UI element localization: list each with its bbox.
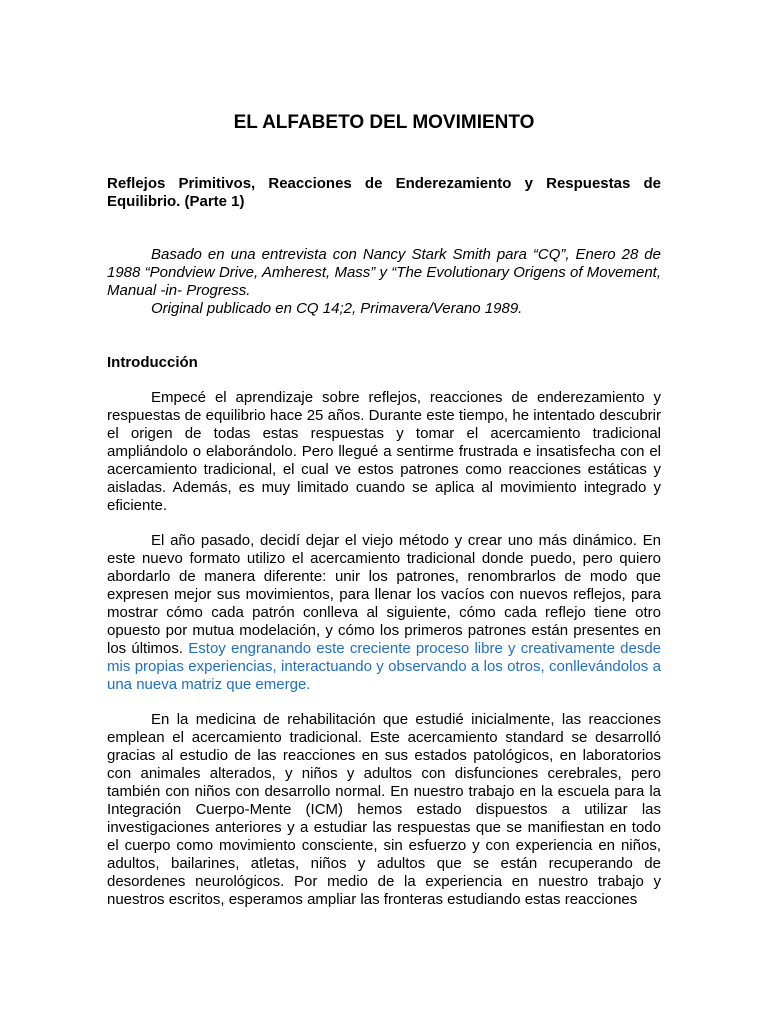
paragraph-2-text: El año pasado, decidí dejar el viejo método y crear uno más dinámico. En este nuevo formato utilizo el acercamiento tradicional donde puedo, pero quiero abordarlo de manera diferente: unir los patrones, renombrarlos de modo que expresen mejor sus movimientos, para llenar los vacíos con nuevos reflejos, para mostrar cómo cada patrón conlleva al siguiente, cómo cada reflejo tiene otro opuesto por mutua modelación, y cómo los primeros patrones están presentes en los últimos. xyxy=(107,532,661,657)
paragraph-3: En la medicina de rehabilitación que estudié inicialmente, las reacciones emplean el acercamiento tradicional. Este acercamiento standard se desarrolló gracias al estudio de las reacciones en sus estados patológicos, en laboratorios con animales alterados, y niños y adultos con disfunciones cerebrales, pero también con niños con desarrollo normal. En nuestro trabajo en la escuela para la Integración Cuerpo-Mente (ICM) hemos estado dispuestos a utilizar las investigaciones anteriores y a estudiar las respuestas que se manifiestan en todo el cuerpo como movimiento consciente, sin esfuerzo y con experiencia en niños, adultos, bailarines, atletas, niños y adultos que se están recuperando de desordenes neurológicos. Por medio de la experiencia en nuestro trabajo y nuestros escritos, esperamos ampliar las fronteras estudiando estas reacciones xyxy=(107,711,661,908)
source-line-2: Original publicado en CQ 14;2, Primavera/Verano 1989. xyxy=(151,300,523,317)
subtitle: Reflejos Primitivos, Reacciones de Enderezamiento y Respuestas de Equilibrio. (Parte 1) xyxy=(107,175,661,210)
source-note xyxy=(107,246,661,318)
paragraph-2-highlight: Estoy engranando este creciente proceso libre y creativamente desde mis propias experiencias, interactuando y observando a los otros, conllevándolos a una nueva matriz que emerge. xyxy=(107,640,661,693)
page-title: EL ALFABETO DEL MOVIMIENTO xyxy=(233,112,535,133)
paragraph-1: Empecé el aprendizaje sobre reflejos, reacciones de enderezamiento y respuestas de equilibrio hace 25 años. Durante este tiempo, he intentado descubrir el origen de todas estas respuestas y tomar el acercamiento tradicional ampliándolo o elaborándolo. Pero llegué a sentirme frustrada e insatisfecha con el acercamiento tradicional, el cual ve estos patrones como reacciones estáticas y aisladas. Además, es muy limitado cuando se aplica al movimiento integrado y eficiente. xyxy=(107,389,661,514)
document-page xyxy=(107,0,661,1024)
section-heading: Introducción xyxy=(107,354,198,371)
paragraph-2 xyxy=(107,532,661,694)
source-line-1: Basado en una entrevista con Nancy Stark Smith para “CQ”, Enero 28 de 1988 “Pondview Drive, Amherest, Mass” y “The Evolutionary Origens of Movement, Manual -in- Progress. xyxy=(107,246,661,299)
